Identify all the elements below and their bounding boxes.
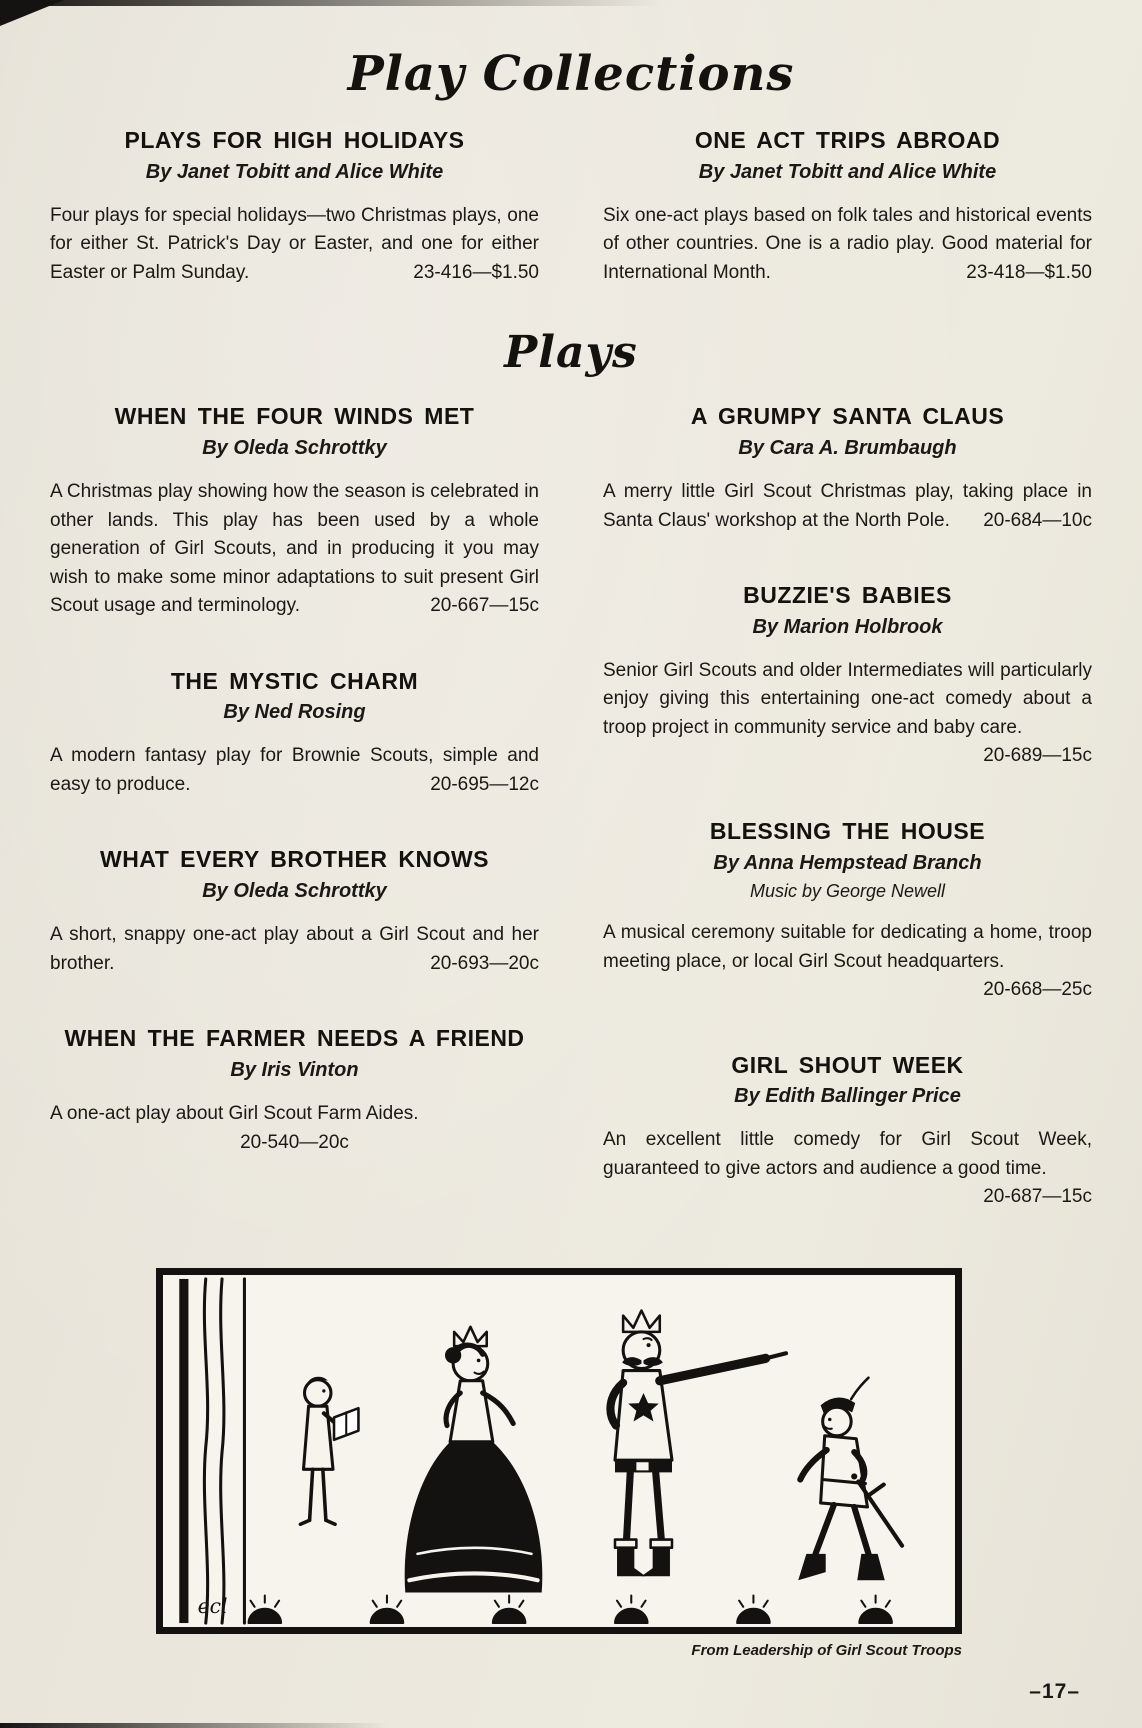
scan-bottom-edge bbox=[0, 1723, 388, 1728]
entry-code: 20-684—10c bbox=[983, 509, 1092, 531]
entry-music-credit: Music by George Newell bbox=[749, 880, 946, 901]
entry-title: WHAT EVERY BROTHER KNOWS bbox=[99, 846, 490, 873]
entry-body-text: Senior Girl Scouts and older Intermediates will particularly enjoy giving this entertaining one-act comedy about a troop project in community service and baby care. bbox=[603, 659, 1092, 738]
entry-code: 23-418—$1.50 bbox=[966, 261, 1092, 283]
entry-byline: By Oleda Schrottky bbox=[202, 437, 387, 459]
entry-code: 20-687—15c bbox=[983, 1186, 1092, 1208]
entry-body bbox=[50, 202, 539, 288]
illustration-caption: From Leadership of Girl Scout Troops bbox=[691, 1641, 962, 1659]
play-entry bbox=[50, 1024, 539, 1154]
entry-body bbox=[50, 478, 539, 621]
entry-body bbox=[603, 478, 1092, 535]
collections-section bbox=[0, 126, 1142, 287]
entry-body bbox=[603, 919, 1092, 1005]
entry-body bbox=[603, 657, 1092, 771]
entry-byline: By Janet Tobitt and Alice White bbox=[698, 160, 997, 183]
play-entry bbox=[603, 817, 1092, 1005]
king-figure bbox=[610, 1310, 786, 1576]
entry-title: ONE ACT TRIPS ABROAD bbox=[694, 127, 1001, 153]
entry-body bbox=[50, 921, 539, 978]
entry-code: 20-693—20c bbox=[430, 952, 539, 974]
entry-title: PLAYS FOR HIGH HOLIDAYS bbox=[124, 127, 465, 153]
play-entry bbox=[603, 581, 1092, 771]
entry-byline: By Janet Tobitt and Alice White bbox=[145, 160, 444, 183]
entry-code: 20-689—15c bbox=[983, 745, 1092, 767]
entry-body-text: A one-act play about Girl Scout Farm Aides. bbox=[50, 1102, 419, 1124]
collection-entry-left bbox=[50, 126, 539, 287]
stage-curtain bbox=[179, 1279, 244, 1623]
entry-code: 20-668—25c bbox=[983, 979, 1092, 1000]
page-title: Play Collections bbox=[347, 46, 795, 102]
entry-code: 20-695—12c bbox=[430, 773, 539, 795]
play-entry bbox=[50, 667, 539, 800]
entry-body-text: A short, snappy one-act play about a Girl Scout and her brother. bbox=[50, 924, 539, 974]
entry-body bbox=[50, 742, 539, 799]
prompter-figure bbox=[300, 1376, 358, 1524]
entry-body bbox=[603, 202, 1092, 288]
entry-body bbox=[603, 1126, 1092, 1212]
play-entry bbox=[50, 845, 539, 978]
scan-top-edge bbox=[0, 0, 662, 6]
entry-byline: By Cara A. Brumbaugh bbox=[738, 437, 957, 459]
entry-body-text: Four plays for special holidays—two Christmas plays, one for either St. Patrick's Day or Easter, and one for either Easter or Palm Sunday. bbox=[50, 204, 539, 283]
queen-figure bbox=[405, 1327, 543, 1593]
entry-body-text: A musical ceremony suitable for dedicating a home, troop meeting place, or local Girl Scout headquarters. bbox=[603, 922, 1092, 972]
entry-byline: By Marion Holbrook bbox=[752, 615, 943, 638]
plays-left-column bbox=[50, 402, 539, 1252]
plays-section bbox=[0, 402, 1142, 1252]
plays-right-column bbox=[603, 402, 1092, 1252]
stage-illustration bbox=[156, 1268, 962, 1634]
entry-title: GIRL SHOUT WEEK bbox=[731, 1051, 964, 1078]
entry-body-text: A Christmas play showing how the season is celebrated in other lands. This play has been used by a whole generation of Girl Scouts, and in producing it you may wish to make some minor adaptations to suit present Girl Scout usage and terminology. bbox=[50, 481, 539, 616]
entry-code: 20-667—15c bbox=[430, 595, 539, 616]
entry-body-text: Six one-act plays based on folk tales and historical events of other countries. One is a radio play. Good material for International Month. bbox=[603, 204, 1092, 283]
entry-byline: By Edith Ballinger Price bbox=[734, 1085, 961, 1108]
entry-title: BUZZIE'S BABIES bbox=[743, 582, 952, 608]
entry-title: THE MYSTIC CHARM bbox=[170, 667, 419, 694]
entry-body bbox=[50, 1100, 539, 1129]
entry-byline: By Anna Hempstead Branch bbox=[713, 851, 982, 874]
play-entry bbox=[50, 402, 539, 620]
page-number: –17– bbox=[1029, 1680, 1080, 1703]
entry-byline: By Iris Vinton bbox=[230, 1058, 359, 1081]
entry-title: WHEN THE FARMER NEEDS A FRIEND bbox=[64, 1025, 525, 1051]
entry-code: 20-540—20c bbox=[240, 1132, 349, 1154]
entry-title: BLESSING THE HOUSE bbox=[709, 817, 986, 844]
stage-illustration-svg bbox=[163, 1275, 955, 1627]
entry-byline: By Ned Rosing bbox=[223, 701, 366, 724]
entry-body-text: An excellent little comedy for Girl Scout Week, guaranteed to give actors and audience a good time. bbox=[603, 1129, 1092, 1179]
collection-entry-right bbox=[603, 126, 1092, 287]
entry-title: WHEN THE FOUR WINDS MET bbox=[114, 403, 475, 430]
footlights bbox=[249, 1595, 892, 1622]
play-entry bbox=[603, 1051, 1092, 1212]
entry-title: A GRUMPY SANTA CLAUS bbox=[690, 403, 1005, 430]
entry-body-text: A merry little Girl Scout Christmas play, taking place in Santa Claus' workshop at the North Pole. bbox=[603, 481, 1092, 531]
entry-body-text: A modern fantasy play for Brownie Scouts, simple and easy to produce. bbox=[50, 745, 539, 795]
artist-signature: ecl bbox=[197, 1593, 228, 1618]
entry-code: 23-416—$1.50 bbox=[413, 261, 539, 283]
page-boy-figure bbox=[798, 1377, 902, 1580]
play-entry bbox=[603, 402, 1092, 535]
entry-byline: By Oleda Schrottky bbox=[202, 880, 387, 902]
section-title: Plays bbox=[504, 327, 638, 379]
